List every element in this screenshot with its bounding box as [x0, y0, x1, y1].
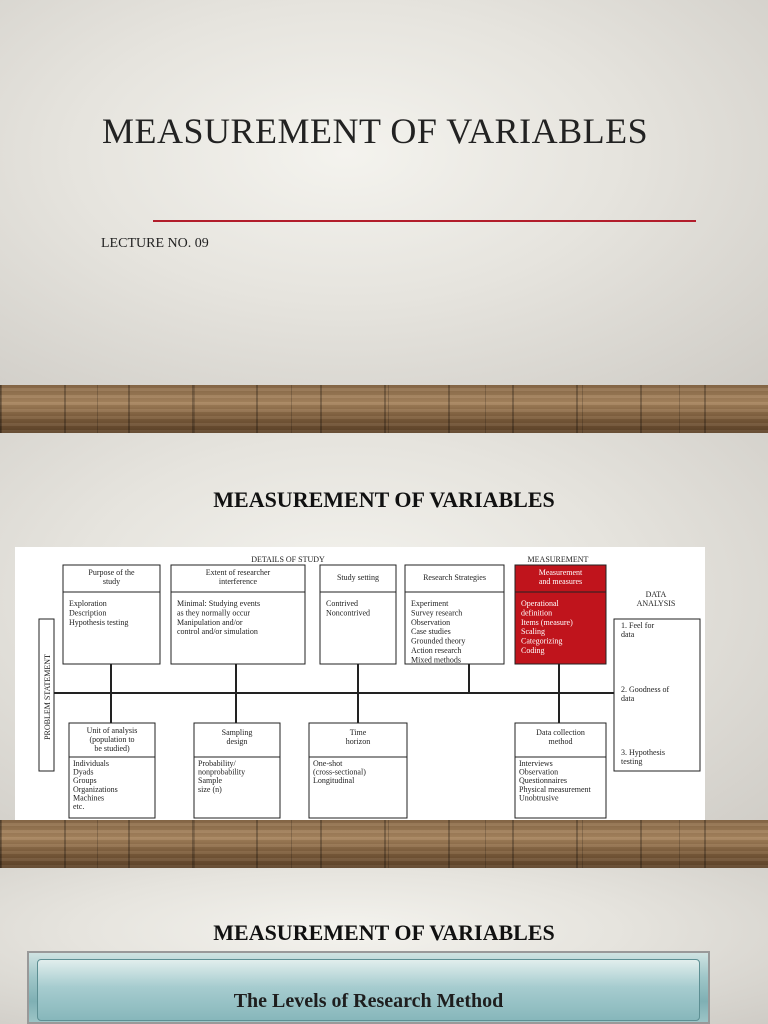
- bottom-box-header-text: Sampling: [221, 728, 253, 737]
- top-box-item: Categorizing: [521, 636, 563, 646]
- slide-heading: MEASUREMENT OF VARIABLES: [213, 920, 555, 945]
- top-box-item: definition: [521, 608, 553, 618]
- bottom-box-item: Longitudinal: [313, 776, 355, 786]
- top-box-item: control and/or simulation: [177, 627, 258, 637]
- bottom-box-item: Organizations: [73, 784, 118, 794]
- bottom-box-item: etc.: [73, 802, 85, 811]
- top-box-item: Survey research: [411, 608, 463, 618]
- top-box-item: Scaling: [521, 627, 545, 637]
- top-box-header-text: and measures: [538, 577, 583, 586]
- section-label-analysis: DATA: [645, 590, 667, 599]
- bottom-box-item: Groups: [73, 776, 97, 786]
- bottom-box-item: Physical measurement: [519, 784, 591, 794]
- banner-panel: [37, 959, 700, 1021]
- bottom-box-header-text: be studied): [94, 744, 130, 753]
- top-box-item: Hypothesis testing: [69, 617, 129, 627]
- bottom-box-header-text: method: [548, 737, 573, 746]
- bottom-box-item: Interviews: [519, 759, 553, 768]
- analysis-item: 2. Goodness of: [621, 685, 670, 694]
- top-box-header-text: Research Strategies: [423, 573, 486, 582]
- slide-title: MEASUREMENT OF VARIABLES: [102, 111, 649, 151]
- bottom-box-header-text: Time: [349, 728, 367, 737]
- top-box-item: Coding: [521, 646, 545, 655]
- analysis-item: testing: [621, 757, 643, 766]
- levels-banner: [27, 951, 710, 1024]
- bottom-box-item: (cross-sectional): [313, 767, 366, 777]
- top-box-item: Description: [69, 608, 107, 618]
- lecture-number: LECTURE NO. 09: [101, 236, 209, 251]
- top-box-item: Items (measure): [521, 617, 573, 627]
- bottom-box-item: Questionnaires: [519, 776, 567, 786]
- top-box-item: Action research: [411, 646, 462, 655]
- bottom-box-header-text: design: [226, 737, 248, 746]
- top-box-item: as they normally occur: [177, 608, 251, 618]
- top-box-item: Manipulation and/or: [177, 617, 243, 627]
- bottom-box-item: Sample: [198, 776, 222, 786]
- bottom-box-item: Individuals: [73, 759, 109, 768]
- top-box-item: Contrived: [326, 599, 358, 608]
- research-design-diagram: [15, 547, 705, 822]
- top-box-header-text: Extent of researcher: [205, 568, 271, 577]
- top-box-header-text: Study setting: [336, 573, 380, 582]
- top-box-item: Grounded theory: [411, 636, 466, 646]
- top-box-item: Experiment: [411, 599, 449, 608]
- section-label-measurement: MEASUREMENT: [527, 555, 589, 564]
- top-box-header-text: interference: [218, 577, 258, 586]
- banner-title: The Levels of Research Method: [233, 990, 504, 1012]
- bottom-box-item: Dyads: [73, 767, 94, 777]
- bottom-box-header-text: horizon: [345, 737, 371, 746]
- slide-heading: MEASUREMENT OF VARIABLES: [213, 487, 555, 512]
- top-box-item: Minimal: Studying events: [177, 599, 261, 608]
- bottom-box-item: size (n): [198, 784, 222, 794]
- analysis-item: 3. Hypothesis: [621, 748, 665, 757]
- bottom-box-header-text: Unit of analysis: [86, 726, 138, 735]
- analysis-item: 1. Feel for: [621, 621, 655, 630]
- top-box-header-text: Purpose of the: [88, 568, 135, 577]
- top-box-item: Mixed methods: [411, 655, 461, 665]
- bottom-box-header-text: (population to: [89, 735, 135, 744]
- bottom-box-item: Machines: [73, 793, 105, 803]
- wood-floor-strip: [0, 385, 768, 433]
- problem-statement-label: PROBLEM STATEMENT: [43, 654, 52, 740]
- top-box-item: Operational: [521, 599, 559, 608]
- top-box-item: Exploration: [69, 599, 107, 608]
- analysis-item: data: [621, 694, 635, 703]
- analysis-item: data: [621, 630, 635, 639]
- section-label-details: DETAILS OF STUDY: [251, 555, 325, 564]
- wood-floor-strip: [0, 820, 768, 868]
- title-divider: [153, 220, 696, 222]
- title-slide: [0, 0, 768, 385]
- top-box-item: Noncontrived: [326, 608, 370, 618]
- top-box-item: Case studies: [411, 627, 451, 637]
- bottom-box-item: One-shot: [313, 759, 343, 768]
- bottom-box-item: nonprobability: [198, 767, 246, 777]
- bottom-box-item: Probability/: [198, 759, 236, 768]
- top-box-header-text: Measurement: [538, 568, 583, 577]
- bottom-box-item: Observation: [519, 767, 559, 777]
- bottom-box-header-text: Data collection: [536, 728, 585, 737]
- section-label-analysis: ANALYSIS: [636, 599, 676, 608]
- top-box-item: Observation: [411, 617, 451, 627]
- top-box-header-text: study: [102, 577, 121, 586]
- bottom-box-item: Unobtrusive: [519, 793, 559, 803]
